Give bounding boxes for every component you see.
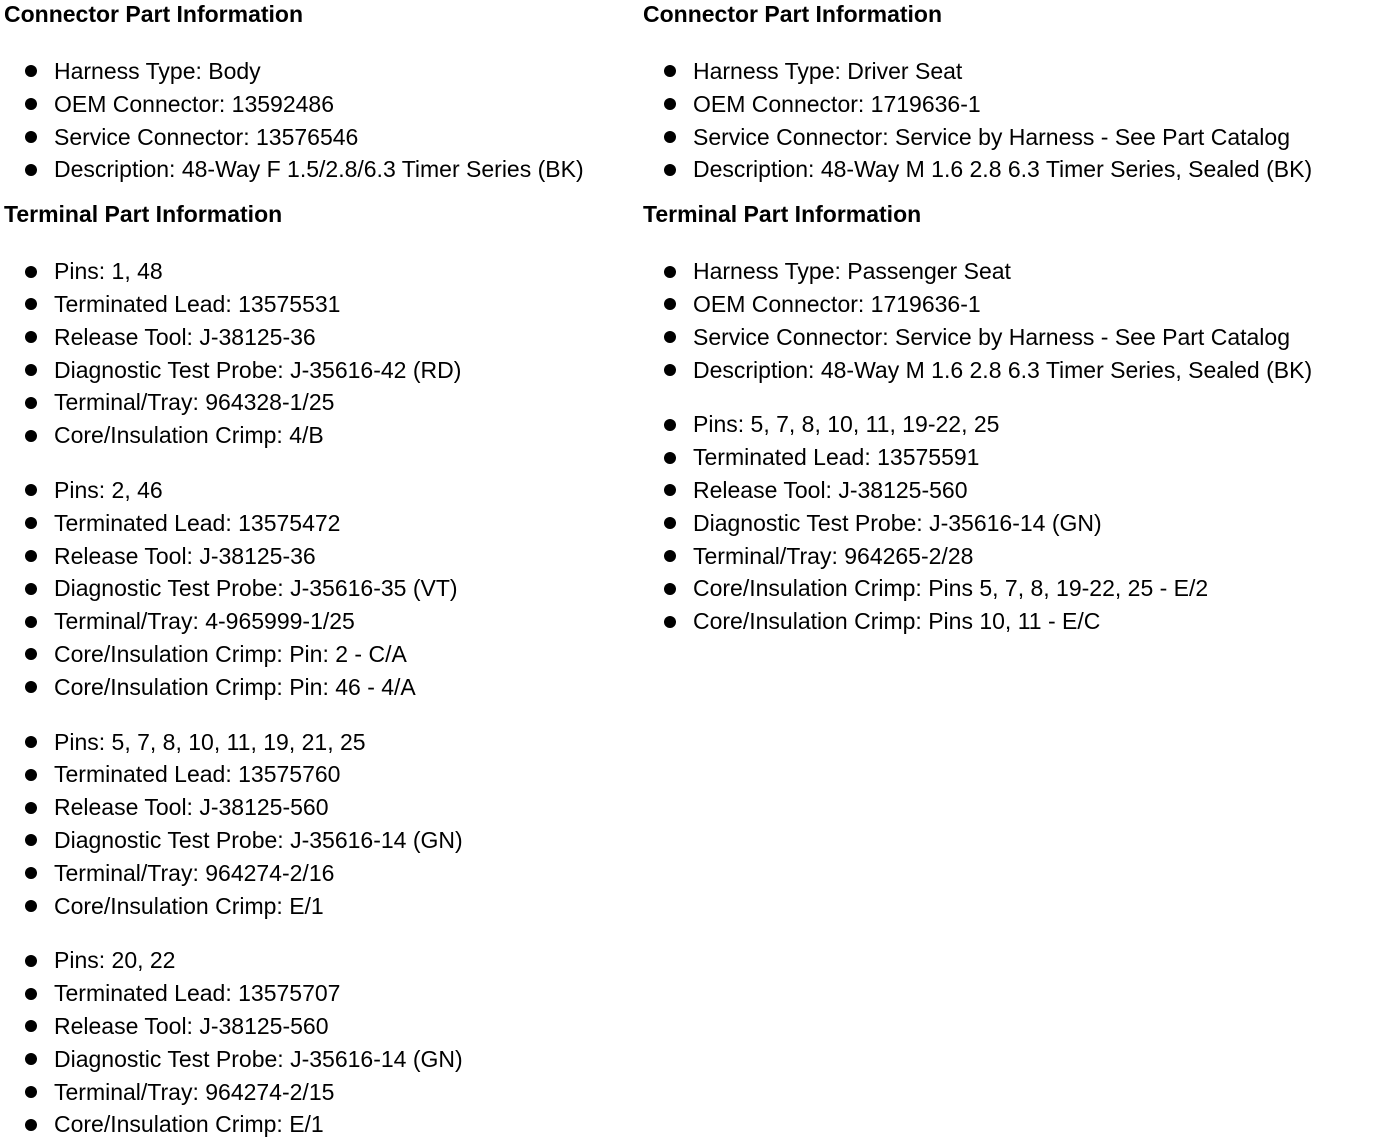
bullet-icon: [25, 65, 37, 77]
bullet-icon: [25, 1086, 37, 1098]
terminal-group-2: [643, 408, 1388, 638]
bullet-icon: [25, 1119, 37, 1131]
bullet-icon: [25, 955, 37, 967]
list-item-text: OEM Connector: 13592486: [54, 90, 335, 117]
list-item-text: Diagnostic Test Probe: J-35616-14 (GN): [54, 1045, 463, 1072]
list-item: [4, 1076, 640, 1109]
bullet-icon: [664, 517, 676, 529]
list-item: [4, 857, 640, 890]
bullet-icon: [664, 452, 676, 464]
list-item: [643, 255, 1388, 288]
list-item: [643, 441, 1388, 474]
bullet-icon: [25, 834, 37, 846]
bullet-icon: [664, 65, 676, 77]
list-item-text: Core/Insulation Crimp: Pins 5, 7, 8, 19-22, 25 - E/2: [693, 575, 1209, 602]
list-item: [4, 890, 640, 923]
list-item-text: Terminal/Tray: 4-965999-1/25: [54, 608, 355, 635]
list-item-text: Pins: 1, 48: [54, 258, 163, 285]
terminal-group-1: [643, 255, 1388, 386]
list-item-text: OEM Connector: 1719636-1: [693, 290, 981, 317]
list-item: [4, 540, 640, 573]
list-item: [4, 791, 640, 824]
list-item: [643, 540, 1388, 573]
list-item: [4, 977, 640, 1010]
list-item: [4, 1010, 640, 1043]
bullet-icon: [664, 419, 676, 431]
list-item: [4, 386, 640, 419]
list-item-text: Terminated Lead: 13575760: [54, 761, 341, 788]
bullet-icon: [25, 98, 37, 110]
list-item: [643, 153, 1388, 186]
list-item-text: Service Connector: 13576546: [54, 123, 359, 150]
list-item-text: Description: 48-Way M 1.6 2.8 6.3 Timer Series, Sealed (BK): [693, 156, 1313, 183]
bullet-icon: [664, 331, 676, 343]
list-item: [4, 824, 640, 857]
bullet-icon: [664, 616, 676, 628]
list-item: [4, 638, 640, 671]
connector-part-list: [4, 55, 640, 186]
list-item: [4, 153, 640, 186]
bullet-icon: [25, 364, 37, 376]
list-item-text: Terminated Lead: 13575707: [54, 980, 341, 1007]
list-item-text: Core/Insulation Crimp: Pins 10, 11 - E/C: [693, 608, 1101, 635]
list-item: [643, 55, 1388, 88]
list-item: [4, 1108, 640, 1141]
bullet-icon: [664, 164, 676, 176]
bullet-icon: [25, 550, 37, 562]
bullet-icon: [25, 1020, 37, 1032]
list-item-text: Harness Type: Driver Seat: [693, 58, 963, 84]
list-item-text: Core/Insulation Crimp: E/1: [54, 892, 324, 919]
list-item-text: Description: 48-Way F 1.5/2.8/6.3 Timer Series (BK): [54, 156, 584, 183]
bullet-icon: [25, 397, 37, 409]
list-item-text: Core/Insulation Crimp: E/1: [54, 1111, 324, 1138]
list-item-text: Release Tool: J-38125-560: [54, 1012, 329, 1039]
bullet-icon: [25, 988, 37, 1000]
terminal-group-3: [4, 726, 640, 923]
bullet-icon: [25, 517, 37, 529]
list-item: [4, 726, 640, 759]
list-item: [4, 354, 640, 387]
right-column: [643, 0, 1388, 638]
list-item: [4, 507, 640, 540]
list-item-text: Harness Type: Body: [54, 58, 261, 84]
list-item-text: Service Connector: Service by Harness - See Part Catalog: [693, 323, 1290, 350]
bullet-icon: [25, 736, 37, 748]
list-item: [643, 88, 1388, 121]
list-item: [643, 321, 1388, 354]
terminal-part-heading: Terminal Part Information: [643, 201, 922, 228]
list-item-text: Core/Insulation Crimp: 4/B: [54, 422, 324, 449]
list-item-text: Release Tool: J-38125-36: [54, 323, 316, 350]
bullet-icon: [664, 98, 676, 110]
connector-part-heading: Connector Part Information: [4, 1, 304, 27]
list-item-text: Core/Insulation Crimp: Pin: 46 - 4/A: [54, 673, 416, 700]
list-item: [4, 321, 640, 354]
bullet-icon: [664, 550, 676, 562]
list-item-text: Terminal/Tray: 964274-2/15: [54, 1078, 335, 1105]
bullet-icon: [25, 900, 37, 912]
list-item: [4, 944, 640, 977]
list-item-text: Terminated Lead: 13575472: [54, 509, 341, 536]
terminal-group-4: [4, 944, 640, 1141]
list-item-text: Core/Insulation Crimp: Pin: 2 - C/A: [54, 640, 407, 667]
list-item-text: Release Tool: J-38125-560: [693, 476, 968, 503]
bullet-icon: [664, 266, 676, 278]
list-item: [643, 572, 1388, 605]
bullet-icon: [25, 298, 37, 310]
list-item: [4, 572, 640, 605]
list-item-text: Release Tool: J-38125-560: [54, 794, 329, 821]
connector-part-heading: Connector Part Information: [643, 1, 943, 27]
list-item: [643, 354, 1388, 387]
list-item: [4, 121, 640, 154]
list-item-text: Diagnostic Test Probe: J-35616-42 (RD): [54, 356, 462, 383]
bullet-icon: [25, 867, 37, 879]
list-item: [4, 88, 640, 121]
list-item: [643, 121, 1388, 154]
list-item-text: Diagnostic Test Probe: J-35616-14 (GN): [693, 509, 1102, 536]
list-item-text: Pins: 5, 7, 8, 10, 11, 19-22, 25: [693, 411, 1000, 438]
list-item: [643, 408, 1388, 441]
terminal-group-2: [4, 474, 640, 704]
list-item-text: Terminal/Tray: 964265-2/28: [693, 542, 974, 569]
terminal-group-1: [4, 255, 640, 452]
list-item: [643, 288, 1388, 321]
list-item: [4, 55, 640, 88]
list-item: [4, 758, 640, 791]
list-item-text: Diagnostic Test Probe: J-35616-14 (GN): [54, 826, 463, 853]
bullet-icon: [25, 164, 37, 176]
list-item-text: Pins: 20, 22: [54, 947, 176, 974]
list-item: [4, 419, 640, 452]
list-item-text: Release Tool: J-38125-36: [54, 542, 316, 569]
list-item-text: Terminated Lead: 13575531: [54, 290, 341, 317]
list-item: [643, 605, 1388, 638]
connector-part-list: [643, 55, 1388, 186]
list-item-text: Service Connector: Service by Harness - See Part Catalog: [693, 123, 1290, 150]
list-item: [4, 255, 640, 288]
list-item: [4, 1043, 640, 1076]
bullet-icon: [25, 769, 37, 781]
list-item-text: Harness Type: Passenger Seat: [693, 258, 1011, 285]
bullet-icon: [25, 583, 37, 595]
list-item-text: Diagnostic Test Probe: J-35616-35 (VT): [54, 575, 458, 602]
bullet-icon: [664, 484, 676, 496]
bullet-icon: [25, 430, 37, 442]
list-item: [643, 474, 1388, 507]
bullet-icon: [25, 802, 37, 814]
list-item: [4, 605, 640, 638]
list-item: [4, 671, 640, 704]
list-item-text: Pins: 2, 46: [54, 476, 163, 503]
terminal-part-heading: Terminal Part Information: [4, 201, 283, 228]
bullet-icon: [25, 484, 37, 496]
bullet-icon: [664, 583, 676, 595]
list-item-text: Terminal/Tray: 964274-2/16: [54, 859, 335, 886]
bullet-icon: [25, 266, 37, 278]
list-item-text: Terminal/Tray: 964328-1/25: [54, 389, 335, 416]
bullet-icon: [25, 1053, 37, 1065]
list-item-text: Description: 48-Way M 1.6 2.8 6.3 Timer Series, Sealed (BK): [693, 356, 1313, 383]
list-item: [4, 288, 640, 321]
list-item: [643, 507, 1388, 540]
bullet-icon: [664, 364, 676, 376]
bullet-icon: [664, 298, 676, 310]
bullet-icon: [25, 616, 37, 628]
list-item: [4, 474, 640, 507]
bullet-icon: [25, 331, 37, 343]
bullet-icon: [664, 131, 676, 143]
left-column: [4, 0, 640, 1141]
bullet-icon: [25, 131, 37, 143]
list-item-text: Terminated Lead: 13575591: [693, 444, 980, 471]
bullet-icon: [25, 648, 37, 660]
bullet-icon: [25, 681, 37, 693]
list-item-text: OEM Connector: 1719636-1: [693, 90, 981, 117]
list-item-text: Pins: 5, 7, 8, 10, 11, 19, 21, 25: [54, 728, 366, 755]
